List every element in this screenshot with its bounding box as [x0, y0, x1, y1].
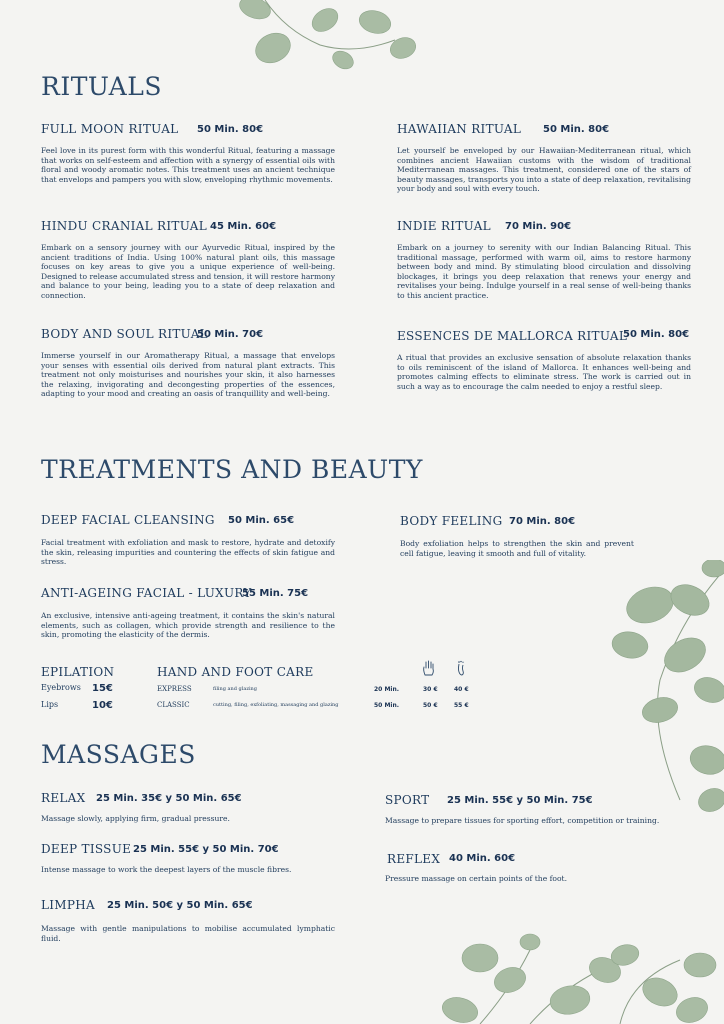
ritual-title: FULL MOON RITUAL — [41, 122, 179, 136]
ritual-description: Embark on a journey to serenity with our Indian Balancing Ritual. This traditional massage, performed with warm oil, aims to restore harmony between body and mind. By stimulating blood circulation and dissolving blockages, it brings you deep relaxation that renews your energy and revitalises your being. Indulge yourself in a real sense of well-being thanks to this ancient practice. — [397, 243, 691, 300]
treatment-description: An exclusive, intensive anti-ageing treatment, it contains the skin's natural elements, such as collagen, which provide strength and resilience to the skin, promoting the elasticity of the dermis. — [41, 611, 335, 640]
treatment-price: 70 Min. 80€ — [509, 516, 576, 527]
massage-description: Pressure massage on certain points of the foot. — [385, 874, 568, 883]
hand-foot-duration: 50 Min. — [374, 702, 400, 709]
epilation-price: 15€ — [92, 683, 113, 694]
ritual-title: HINDU CRANIAL RITUAL — [41, 219, 207, 233]
massage-description: Intense massage to work the deepest layers of the muscle fibres. — [41, 865, 292, 874]
massage-description: Massage with gentle manipulations to mobilise accumulated lymphatic fluid. — [41, 924, 335, 943]
ritual-price: 50 Min. 80€ — [543, 124, 610, 135]
ritual-price: 50 Min. 80€ — [623, 329, 690, 340]
ritual-description: Immerse yourself in our Aromatherapy Ritual, a massage that envelops your senses with essential oils derived from natural plant extracts. This treatment not only moisturises and nourishes your skin, it also harnesses the relaxing, invigorating and decongesting properties of the essences, adapting to your mood and creating an oasis of tranquillity and well-being. — [41, 351, 335, 399]
section-title-treatments: TREATMENTS AND BEAUTY — [41, 455, 423, 484]
hand-price: 50 € — [423, 702, 438, 709]
treatment-title: DEEP FACIAL CLEANSING — [41, 513, 215, 527]
massage-price: 25 Min. 50€ y 50 Min. 65€ — [107, 900, 253, 911]
ritual-description: Feel love in its purest form with this wonderful Ritual, featuring a massage that works on self-esteem and affection with a synergy of essential oils with floral and woody aromatic notes. This treatment uses an ancient technique that envelops and pampers you with slow, enveloping rhythmic movements. — [41, 146, 335, 184]
hand-foot-duration: 20 Min. — [374, 686, 400, 693]
hand-icon — [422, 660, 436, 676]
ritual-price: 50 Min. 70€ — [197, 329, 264, 340]
massage-title: RELAX — [41, 791, 86, 805]
massage-description: Massage to prepare tissues for sporting effort, competition or training. — [385, 816, 660, 825]
epilation-price: 10€ — [92, 700, 113, 711]
eucalyptus-leaves-top — [225, 0, 425, 95]
eucalyptus-leaves-bottom — [420, 930, 724, 1024]
epilation-label: Lips — [41, 700, 59, 709]
hand-foot-name: EXPRESS — [157, 685, 192, 693]
ritual-title: INDIE RITUAL — [397, 219, 491, 233]
foot-price: 55 € — [454, 702, 469, 709]
treatment-title: ANTI-AGEING FACIAL - LUXURY — [41, 586, 252, 600]
treatment-price: 55 Min. 75€ — [242, 588, 309, 599]
treatment-description: Facial treatment with exfoliation and mask to restore, hydrate and detoxify the skin, releasing impurities and countering the effects of skin fatigue and stress. — [41, 538, 335, 567]
ritual-title: BODY AND SOUL RITUAL — [41, 327, 208, 341]
section-title-rituals: RITUALS — [41, 72, 162, 101]
massage-price: 25 Min. 55€ y 50 Min. 75€ — [447, 795, 593, 806]
hand-foot-detail: cutting, filing, exfoliating, massaging and glazing — [213, 702, 339, 708]
ritual-price: 45 Min. 60€ — [210, 221, 277, 232]
ritual-price: 50 Min. 80€ — [197, 124, 264, 135]
ritual-title: HAWAIIAN RITUAL — [397, 122, 522, 136]
massage-title: LIMPHA — [41, 898, 96, 912]
epilation-label: Eyebrows — [41, 683, 81, 692]
ritual-title: ESSENCES DE MALLORCA RITUAL — [397, 329, 628, 343]
massage-title: REFLEX — [387, 852, 441, 866]
ritual-description: Embark on a sensory journey with our Ayurvedic Ritual, inspired by the ancient traditions of India. Using 100% natural plant oils, this massage focuses on key areas to give you a unique experience of well-being. Designed to release accumulated stress and tension, it will restore harmony and balance to your being, leading you to a state of deep relaxation and connection. — [41, 243, 335, 300]
massage-price: 25 Min. 55€ y 50 Min. 70€ — [133, 844, 279, 855]
hand-price: 30 € — [423, 686, 438, 693]
massage-price: 40 Min. 60€ — [449, 853, 516, 864]
massage-price: 25 Min. 35€ y 50 Min. 65€ — [96, 793, 242, 804]
treatment-price: 50 Min. 65€ — [228, 515, 295, 526]
treatment-title: BODY FEELING — [400, 514, 503, 528]
section-title-massages: MASSAGES — [41, 740, 196, 769]
eucalyptus-leaves-right — [590, 560, 724, 820]
massage-title: SPORT — [385, 793, 430, 807]
hand-foot-title: HAND AND FOOT CARE — [157, 665, 314, 679]
ritual-description: Let yourself be enveloped by our Hawaiian-Mediterranean ritual, which combines ancient Hawaiian customs with the wisdom of traditional Mediterranean massages. This treatment, considered one of the stars of beauty massages, transports you into a state of deep relaxation, revitalising your body and soul with every touch. — [397, 146, 691, 194]
foot-icon — [455, 660, 467, 676]
foot-price: 40 € — [454, 686, 469, 693]
ritual-price: 70 Min. 90€ — [505, 221, 572, 232]
hand-foot-detail: filing and glazing — [213, 686, 257, 692]
massage-title: DEEP TISSUE — [41, 842, 132, 856]
ritual-description: A ritual that provides an exclusive sensation of absolute relaxation thanks to oils reminiscent of the island of Mallorca. It enhances well-being and promotes calming effects to eliminate stress. The work is carried out in such a way as to encourage the calm needed to enjoy a restful sleep. — [397, 353, 691, 391]
treatment-description: Body exfoliation helps to strengthen the skin and prevent cell fatigue, leaving it smooth and full of vitality. — [400, 539, 634, 558]
epilation-title: EPILATION — [41, 665, 115, 679]
hand-foot-name: CLASSIC — [157, 701, 190, 709]
massage-description: Massage slowly, applying firm, gradual pressure. — [41, 814, 230, 823]
